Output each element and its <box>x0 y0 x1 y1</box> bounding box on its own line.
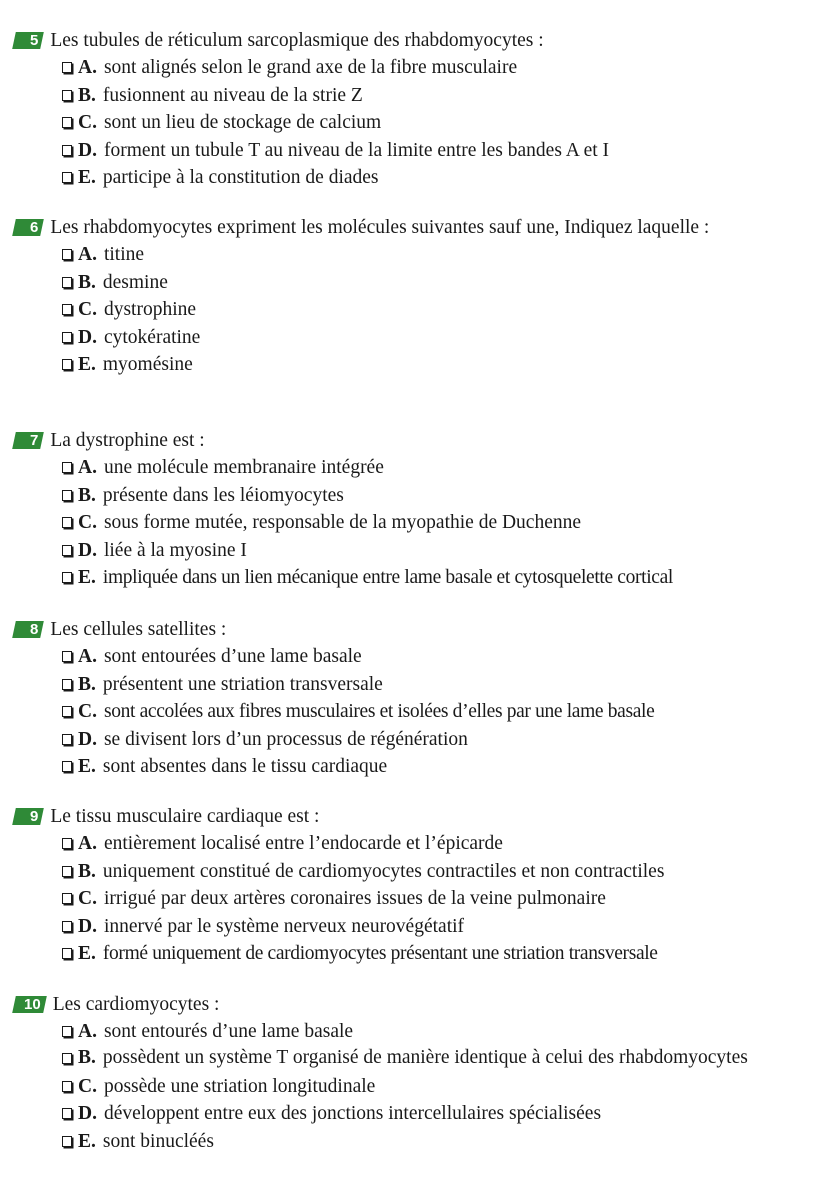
options-list <box>14 241 764 379</box>
question-7 <box>14 427 764 592</box>
options-list <box>14 643 764 781</box>
option-a[interactable]: A. sont alignés selon le grand axe de la fibre musculaire <box>14 54 764 82</box>
option-c[interactable]: C. possède une striation longitudinale <box>14 1073 764 1101</box>
option-b[interactable]: B. uniquement constitué de cardiomyocytes contractiles et non contractiles <box>14 858 764 886</box>
options-list <box>14 1018 764 1155</box>
checkbox-icon[interactable] <box>62 706 72 717</box>
option-b[interactable]: B. présente dans les léiomyocytes <box>14 482 764 510</box>
checkbox-icon[interactable] <box>62 651 72 662</box>
option-d[interactable]: D. liée à la myosine I <box>14 537 764 565</box>
option-e[interactable]: E. formé uniquement de cardiomyocytes présentant une striation transversale <box>14 940 764 968</box>
checkbox-icon[interactable] <box>62 277 72 288</box>
option-b[interactable]: B. fusionnent au niveau de la strie Z <box>14 82 764 110</box>
options-list <box>14 54 764 192</box>
checkbox-icon[interactable] <box>62 117 72 128</box>
question-stem: Le tissu musculaire cardiaque est : <box>50 806 320 827</box>
option-e[interactable]: E. sont absentes dans le tissu cardiaque <box>14 753 764 781</box>
option-c[interactable]: C. sous forme mutée, responsable de la myopathie de Duchenne <box>14 509 764 537</box>
option-b[interactable]: B. desmine <box>14 269 764 297</box>
checkbox-icon[interactable] <box>62 1108 72 1119</box>
question-6 <box>14 214 764 379</box>
checkbox-icon[interactable] <box>62 761 72 772</box>
checkbox-icon[interactable] <box>62 893 72 904</box>
checkbox-icon[interactable] <box>62 1053 72 1064</box>
checkbox-icon[interactable] <box>62 332 72 343</box>
checkbox-icon[interactable] <box>62 304 72 315</box>
option-d[interactable]: D. se divisent lors d’un processus de régénération <box>14 726 764 754</box>
question-stem: Les cellules satellites : <box>50 619 227 640</box>
checkbox-icon[interactable] <box>62 490 72 501</box>
question-stem: Les rhabdomyocytes expriment les molécules suivantes sauf une, Indiquez laquelle : <box>50 217 710 238</box>
option-a[interactable]: A. titine <box>14 241 764 269</box>
options-list <box>14 830 764 968</box>
checkbox-icon[interactable] <box>62 866 72 877</box>
option-e[interactable]: E. impliquée dans un lien mécanique entre lame basale et cytosquelette cortical <box>14 564 764 592</box>
options-list <box>14 454 764 592</box>
option-d[interactable]: D. cytokératine <box>14 324 764 352</box>
question-number-badge: 10 <box>12 996 46 1013</box>
question-5 <box>14 27 764 192</box>
checkbox-icon[interactable] <box>62 734 72 745</box>
option-c[interactable]: C. dystrophine <box>14 296 764 324</box>
option-e[interactable]: E. sont binucléés <box>14 1128 764 1156</box>
checkbox-icon[interactable] <box>62 359 72 370</box>
checkbox-icon[interactable] <box>62 1136 72 1147</box>
question-8 <box>14 616 764 781</box>
question-number-badge: 9 <box>12 808 44 825</box>
option-a[interactable]: A. sont entourées d’une lame basale <box>14 643 764 671</box>
checkbox-icon[interactable] <box>62 1026 72 1037</box>
option-c[interactable]: C. sont un lieu de stockage de calcium <box>14 109 764 137</box>
checkbox-icon[interactable] <box>62 1081 72 1092</box>
question-number-badge: 7 <box>12 432 44 449</box>
question-stem: Les tubules de réticulum sarcoplasmique des rhabdomyocytes : <box>50 30 544 51</box>
option-e[interactable]: E. participe à la constitution de diades <box>14 164 764 192</box>
checkbox-icon[interactable] <box>62 921 72 932</box>
option-d[interactable]: D. développent entre eux des jonctions intercellulaires spécialisées <box>14 1100 764 1128</box>
checkbox-icon[interactable] <box>62 172 72 183</box>
checkbox-icon[interactable] <box>62 517 72 528</box>
option-a[interactable]: A. entièrement localisé entre l’endocarde et l’épicarde <box>14 830 764 858</box>
question-stem: Les cardiomyocytes : <box>52 994 220 1015</box>
option-a[interactable]: A. sont entourés d’une lame basale <box>14 1018 764 1046</box>
question-number-badge: 8 <box>12 621 44 638</box>
option-d[interactable]: D. forment un tubule T au niveau de la limite entre les bandes A et I <box>14 137 764 165</box>
checkbox-icon[interactable] <box>62 62 72 73</box>
option-c[interactable]: C. irrigué par deux artères coronaires issues de la veine pulmonaire <box>14 885 764 913</box>
checkbox-icon[interactable] <box>62 948 72 959</box>
checkbox-icon[interactable] <box>62 90 72 101</box>
option-e[interactable]: E. myomésine <box>14 351 764 379</box>
checkbox-icon[interactable] <box>62 572 72 583</box>
question-10 <box>14 991 764 1155</box>
checkbox-icon[interactable] <box>62 145 72 156</box>
option-c[interactable]: C. sont accolées aux fibres musculaires et isolées d’elles par une lame basale <box>14 698 764 726</box>
option-a[interactable]: A. une molécule membranaire intégrée <box>14 454 764 482</box>
checkbox-icon[interactable] <box>62 545 72 556</box>
checkbox-icon[interactable] <box>62 679 72 690</box>
checkbox-icon[interactable] <box>62 462 72 473</box>
question-stem: La dystrophine est : <box>50 430 205 451</box>
option-b[interactable]: B. possèdent un système T organisé de manière identique à celui des rhabdomyocytes <box>14 1046 764 1070</box>
question-9 <box>14 803 764 968</box>
checkbox-icon[interactable] <box>62 838 72 849</box>
question-number-badge: 5 <box>12 32 44 49</box>
checkbox-icon[interactable] <box>62 249 72 260</box>
option-d[interactable]: D. innervé par le système nerveux neurovégétatif <box>14 913 764 941</box>
question-number-badge: 6 <box>12 219 44 236</box>
option-b[interactable]: B. présentent une striation transversale <box>14 671 764 699</box>
